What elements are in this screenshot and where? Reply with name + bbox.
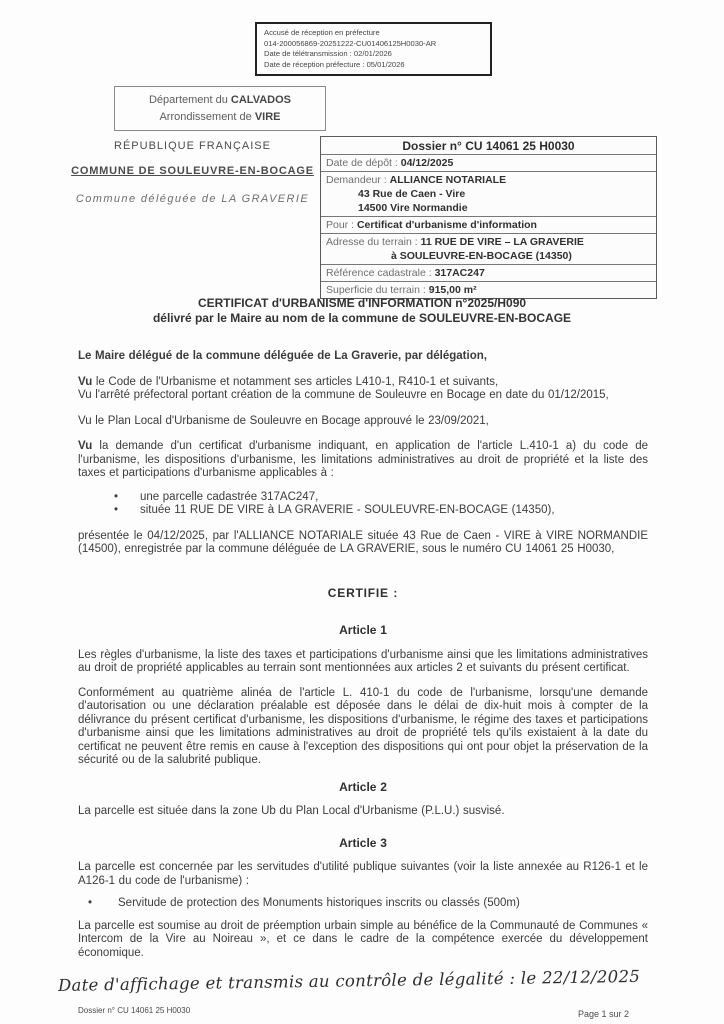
article-2-paragraph: La parcelle est située dans la zone Ub du Plan Local d'Urbanisme (P.L.U.) susvisé.	[78, 805, 505, 817]
reference-cadastrale-row	[321, 265, 656, 282]
parcel-bullet-1: • une parcelle cadastrée 317AC247,	[78, 491, 648, 505]
stamp-line-4: Date de réception préfecture : 05/01/2026	[264, 59, 405, 69]
parcel-bullet-2: • située 11 RUE DE VIRE à LA GRAVERIE - SOULEUVRE-EN-BOCAGE (14350),	[78, 504, 648, 518]
left-header-column	[65, 140, 320, 205]
prefecture-receipt-stamp	[255, 22, 492, 76]
adresse-terrain-row	[321, 234, 656, 265]
article-3-heading: Article 3	[339, 835, 387, 850]
document-title-line-1: CERTIFICAT d'URBANISME d'INFORMATION n°2025/H090	[197, 296, 527, 310]
vu-plu: Vu le Plan Local d'Urbanisme de Souleuvre en Bocage approuvé le 23/09/2021,	[78, 414, 489, 427]
vu-demande	[78, 440, 648, 481]
document-title	[0, 296, 724, 325]
article-3-paragraph-1: La parcelle est concernée par les servitudes d'utilité publique suivantes (voir la liste annexée au R126-1 et le A126-1 du code de l'urbanisme) :	[78, 861, 648, 887]
date-depot-value: 04/12/2025	[400, 157, 454, 169]
footer-dossier-reference: Dossier n° CU 14061 25 H0030	[78, 1006, 191, 1015]
intro-paragraph: Le Maire délégué de la commune déléguée de La Graverie, par délégation,	[78, 350, 487, 362]
article-1-heading: Article 1	[339, 623, 387, 637]
vu-code-urbanisme-text: le Code de l'Urbanisme et notamment ses articles L410-1, R410-1 et suivants,	[92, 375, 499, 388]
parcel-bullet-list	[78, 491, 648, 518]
arrondissement-value: VIRE	[254, 111, 281, 123]
date-depot-label: Date de dépôt :	[326, 157, 398, 169]
servitude-bullet: • Servitude de protection des Monuments historiques inscrits ou classés (500m)	[78, 897, 648, 911]
demandeur-address-1: 43 Rue de Caen - Vire	[358, 188, 466, 200]
article-3-paragraph-2: La parcelle est soumise au droit de préemption urbain simple au bénéfice de la Communauté de Communes « Intercom de la Vire au Noireau », et ce dans le cadre de la compétence exercée du développement économique.	[78, 919, 648, 959]
stamp-line-2: 014-200056869-20251222-CU01406125H0030-AR	[264, 38, 437, 48]
dossier-number: Dossier n° CU 14061 25 H0030	[321, 137, 656, 155]
article-2-heading: Article 2	[339, 779, 387, 794]
stamp-line-3: Date de télétransmission : 02/01/2026	[264, 49, 392, 59]
article-1-paragraph-2: Conformément au quatrième alinéa de l'article L. 410-1 du code de l'urbanisme, lorsqu'une demande d'autorisation ou une déclaration préalable est déposée dans le délai de dix-huit mois à compter de la délivrance du présent certificat d'urbanisme, les dispositions d'urbanisme, le régime des taxes et participations d'urbanisme ainsi que les limitations administratives au droit de propriété tels qu'ils existaient à la date du certificat ne peuvent être remis en cause à l'exception des dispositions qui ont pour objet la préservation de la sécurité ou de la salubrité publique.	[78, 686, 648, 766]
presentee-paragraph: présentée le 04/12/2025, par l'ALLIANCE NOTARIALE située 43 Rue de Caen - VIRE à VIRE NORMANDIE (14500), enregistrée par la commune déléguée de LA GRAVERIE, sous le numéro CU 14061 25 H0030,	[78, 529, 648, 555]
vu-code-urbanisme	[78, 376, 648, 390]
pour-label: Pour :	[326, 219, 355, 231]
republique-francaise-label: RÉPUBLIQUE FRANÇAISE	[114, 140, 271, 152]
arrondissement-line	[115, 109, 325, 126]
dossier-summary-table	[320, 136, 657, 299]
adresse-terrain-line	[326, 235, 651, 249]
reference-cadastrale-label: Référence cadastrale :	[326, 267, 432, 279]
reference-cadastrale-value: 317AC247	[434, 267, 485, 279]
vu-demande-text: la demande d'un certificat d'urbanisme indiquant, en application de l'article L.410-1 a) du code de l'urbanisme, les dispositions d'urbanisme, les limitations administratives au droit de propriété et la liste des taxes et participations d'urbanisme applicables à :	[78, 440, 648, 479]
commune-name: COMMUNE DE SOULEUVRE-EN-BOCAGE	[71, 165, 314, 177]
document-title-line-2: délivré par le Maire au nom de la commune de SOULEUVRE-EN-BOCAGE	[152, 310, 572, 325]
vu-arrete-prefectoral: Vu l'arrêté préfectoral portant création de la commune de Souleuvre en Bocage en date du 01/12/2015,	[78, 389, 609, 401]
superficie-label: Superficie du terrain :	[326, 284, 426, 296]
demandeur-name: ALLIANCE NOTARIALE	[389, 174, 507, 186]
vu-word: Vu	[78, 440, 93, 452]
superficie-value: 915,00 m²	[428, 284, 477, 296]
certifie-heading: CERTIFIE :	[327, 585, 399, 600]
arrondissement-prefix: Arrondissement de	[159, 111, 255, 123]
adresse-terrain-value-1: 11 RUE DE VIRE – LA GRAVERIE	[420, 236, 584, 248]
demandeur-label: Demandeur :	[326, 174, 387, 186]
department-line	[115, 92, 325, 109]
demandeur-address-2: 14500 Vire Normandie	[358, 202, 468, 214]
department-box	[114, 86, 326, 131]
stamp-line-1: Accusé de réception en préfecture	[264, 28, 380, 37]
pour-row	[321, 217, 656, 234]
date-depot-row	[321, 155, 656, 172]
adresse-terrain-value-2: à SOULEUVRE-EN-BOCAGE (14350)	[391, 250, 572, 262]
vu-word: Vu	[78, 375, 93, 388]
department-prefix: Département du	[148, 94, 231, 106]
commune-deleguee-name: Commune déléguée de LA GRAVERIE	[75, 193, 310, 205]
article-1-paragraph-1: Les règles d'urbanisme, la liste des taxes et participations d'urbanisme ainsi que les limitations administratives au droit de propriété applicables au terrain sont mentionnées aux articles 2 et suivants du présent certificat.	[78, 648, 648, 674]
demandeur-line	[326, 173, 651, 187]
footer-page-indicator: Page 1 sur 2	[578, 1009, 630, 1019]
department-value: CALVADOS	[230, 94, 292, 106]
handwritten-legality-note: Date d'affichage et transmis au contrôle de légalité : le 22/12/2025	[57, 966, 641, 995]
adresse-terrain-label: Adresse du terrain :	[326, 236, 418, 248]
document-body	[78, 350, 648, 960]
demandeur-row	[321, 172, 656, 217]
pour-value: Certificat d'urbanisme d'information	[356, 219, 537, 231]
